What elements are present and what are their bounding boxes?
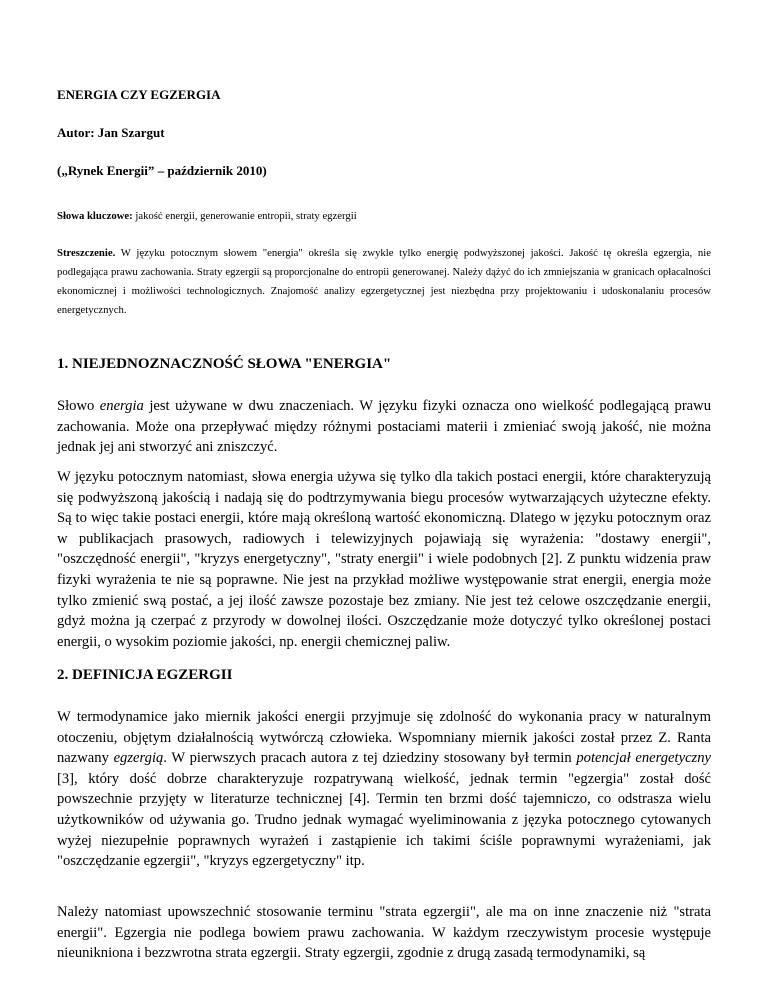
source-line: („Rynek Energii” – październik 2010) [57,163,267,178]
section-2-heading: 2. DEFINICJA EGZERGII [57,667,233,683]
text-run: . W pierwszych pracach autora z tej dziedziny stosowany był termin [163,750,577,767]
section-2-paragraph-1 [57,707,711,872]
text-run: W termodynamice jako miernik jakości energii przyjmuje się zdolność do wykonania pracy w naturalnym otoczeniu, objętym działalnością wytwórczą człowieka. Wspomniany miernik jakości został przez Z. Ranta nazwany [57,709,711,767]
keywords-paragraph [57,207,711,226]
section-1-paragraph-1 [57,396,711,458]
emphasis-term: energia [99,398,144,414]
emphasis-term: potencjał energetyczny [576,750,711,767]
text-run: jest używane w dwu znaczeniach. W języku fizyki oznacza ono wielkość podlegającą prawu zachowania. Może ona przepływać między różnymi postaciami materii i zmieniać swoją jakość, nie można jednak jej ani stworzyć ani zniszczyć. [57,398,711,456]
text-run: Słowo [57,398,100,414]
document-title: ENERGIA CZY EGZERGIA [57,87,221,102]
keywords-text: jakość energii, generowanie entropii, straty egzergii [132,210,357,222]
emphasis-term: egzergią [113,750,164,767]
section-1-paragraph-2: W języku potocznym natomiast, słowa energia używa się tylko dla takich postaci energii, które charakteryzują się podwyższoną jakością i nadają się do podtrzymywania biegu procesów wytwarzających użyteczne efekty. Są to więc takie postaci energii, które mają określoną wartość ekonomiczną. Dlatego w języku potocznym oraz w publikacjach prasowych, radiowych i telewizyjnych pojawiają się wyrażenia: "dostawy energii", "oszczędność energii", "kryzys energetyczny", "straty energii" i wiele podobnych [2]. Z punktu widzenia praw fizyki wyrażenia te nie są poprawne. Nie jest na przykład możliwe występowanie strat energii, energia może tylko zmienić swą postać, a jej ilość zawsze pozostaje bez zmiany. Nie jest też celowe oszczędzanie energii, gdyż można ją czerpać z przyrody w dowolnej ilości. Oszczędzanie może dotyczyć tylko określonej postaci energii, o wysokim poziomie jakości, np. energii chemicznej paliw. [57,469,711,650]
abstract-label: Streszczenie. [57,247,116,259]
abstract-text: W języku potocznym słowem "energia" określa się zwykle tylko energię podwyższonej jakości. Jakość tę określa egzergia, nie podlegająca prawu zachowania. Straty egzergii są proporcjonalne do entropii generowanej. Należy dążyć do ich zmniejszania w granicach opłacalności ekonomicznej i możliwości technologicznych. Znajomość analizy egzergetycznej jest niezbędna przy projektowaniu i udoskonalaniu procesów energetycznych. [57,247,711,316]
section-2-paragraph-2: Należy natomiast upowszechnić stosowanie terminu "strata egzergii", ale ma on inne znaczenie niż "strata energii". Egzergia nie podlega bowiem prawu zachowania. W każdym rzeczywistym procesie występuje nieunikniona i bezzwrotna strata egzergii. Straty egzergii, zgodnie z drugą zasadą termodynamiki, są [57,904,711,962]
section-1-heading: 1. NIEJEDNOZNACZNOŚĆ SŁOWA "ENERGIA" [57,356,392,372]
author-line: Autor: Jan Szargut [57,125,165,140]
keywords-label: Słowa kluczowe: [57,210,133,222]
abstract-paragraph [57,244,711,320]
text-run: [3], który dość dobrze charakteryzuje rozpatrywaną wielkość, jednak termin "egzergia" został dość powszechnie przyjęty w literaturze technicznej [4]. Termin ten brzmi dość tajemniczo, co odstrasza wielu użytkowników od używania go. Trudno jednak wymagać wyeliminowania z języka potocznego cytowanych wyżej niezupełnie poprawnych wyrażeń i zastąpienie ich takimi ściśle poprawnymi wyrażeniami, jak "oszczędzanie egzergii", "kryzys egzergetyczny" itp. [57,770,711,870]
